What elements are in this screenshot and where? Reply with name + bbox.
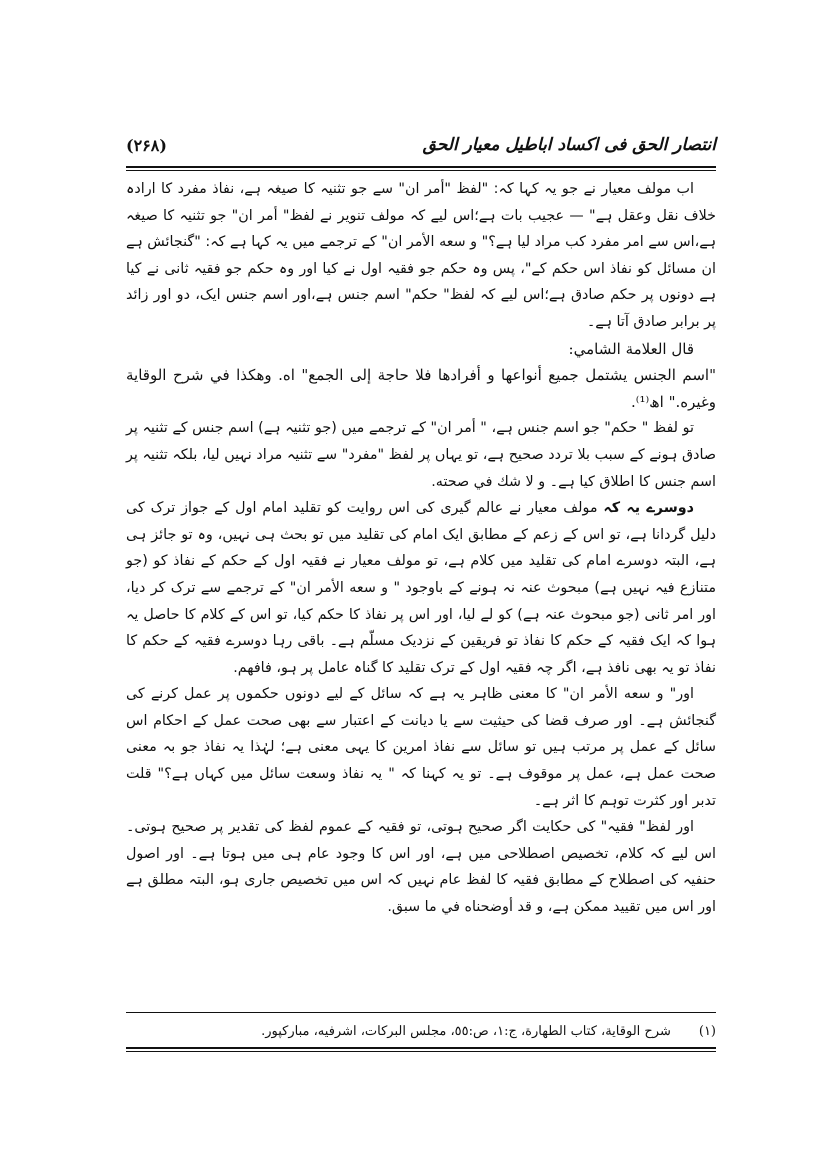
book-title: انتصار الحق فی اکساد اباطیل معیار الحق <box>422 135 716 155</box>
footer-rule-thin <box>126 1051 716 1052</box>
footnote-marker: (١) <box>698 1024 716 1039</box>
body-text <box>126 176 716 921</box>
paragraph-1: اب مولف معیار نے جو یہ کہا کہ: "لفظ "أمر ان" سے جو تثنیہ کا صیغہ ہے، نفاذ مفرد کا ارادہ خلاف نقل وعقل ہے" — عجیب بات ہے؛اس لیے کہ مولف تنویر نے لفظ" أمر ان" جو تثنیہ کا صیغہ ہے،اس سے امر مفرد کب مراد لیا ہے؟" و سعه الأمر ان" کے ترجمے میں یہ کہا ہے کہ: "گنجائش ہے ان مسائل کو نفاذ اس حکم کے"، پس وہ حکم جو فقیہ اول نے کیا اور وہ حکم جو فقیہ ثانی نے کیا ہے دونوں پر حکم صادق ہے؛اس لیے کہ لفظ" حکم" اسم جنس ہے،اور اسم جنس ایک، دو اور زائد پر برابر صادق آتا ہے۔ <box>126 181 716 330</box>
paragraph-2: تو لفظ " حکم" جو اسم جنس ہے، " أمر ان" کے ترجمے میں (جو تثنیہ ہے) اسم جنس کے تثنیہ پر صادق ہونے کے سبب بلا تردد صحیح ہے، تو یہاں پر لفظ "مفرد" سے تثنیہ مراد نہیں لیا، بلکہ تثنیہ پر اسم جنس کا اطلاق کیا ہے۔ و لا شك في صحته. <box>126 420 716 490</box>
arabic-quote: "اسم الجنس يشتمل جميع أنواعها و أفرادها فلا حاجة إلى الجمع" اه. وهكذا في شرح الوقاية وغيره." اھ⁽¹⁾. <box>126 366 716 411</box>
header-rule-thick <box>126 166 716 168</box>
footnote <box>126 1021 716 1043</box>
paragraph-4: اور" و سعه الأمر ان" کا معنی ظاہر یہ ہے کہ سائل کے لیے دونوں حکموں پر عمل کرنے کی گنجائش ہے۔ اور صرف قضا کی حیثیت سے یا دیانت کے اعتبار سے بھی صحت عمل کے احکام اس سائل کے عمل پر مرتب ہیں تو سائل سے نفاذ امرین کا یہی معنی ہے؛ لہٰذا یہ نفاذ جو بہ معنی صحت عمل ہے، عمل پر موقوف ہے۔ تو یہ کہنا کہ " یہ نفاذ وسعت سائل میں کہاں ہے؟" قلت تدبر اور کثرت توہم کا اثر ہے۔ <box>126 686 716 809</box>
paragraph-3-lead: دوسرے یہ کہ <box>603 500 694 517</box>
paragraph-3 <box>126 495 716 681</box>
page-number: (۲۶۸) <box>126 135 167 155</box>
header-rule-thin <box>126 170 716 171</box>
quote-intro: قال العلامة الشامي: <box>568 339 694 358</box>
paragraph-3-text: مولف معیار نے عالم گیری کی اس روایت کو تقلید امام اول کے جواز ترک کی دلیل گردانا ہے، تو اس کے زعم کے مطابق ایک امام کی تقلید میں تو بحث ہی نہیں، وہ تو جائز ہی ہے، البتہ دوسرے امام کی تقلید میں کلام ہے، تو مولف معیار نے فقیہ اول کے حکم کے نفاذ کو (جو متنازع فیہ نہیں ہے) مبحوث عنہ نہ ہونے کے باوجود " و سعه الأمر ان" کے ترجمے سے ترک کر دیا، اور امر ثانی (جو مبحوث عنہ ہے) کو لے لیا، اور اس پر نفاذ کا حکم کیا، تو اس کے کلام کا حاصل یہ ہوا کہ ایک فقیہ کے حکم کا نفاذ تو فریقین کے نزدیک مسلّم ہے۔ باقی رہا دوسرے فقیہ کے حکم کا نفاذ تو یہ بھی نافذ ہے، اگر چہ فقیہ اول کے ترک تقلید کا گناہ عامل پر ہو، فافهم. <box>126 500 716 676</box>
footnote-text: شرح الوقاية، كتاب الطهارة، ج:١، ص:٥٥، مجلس البركات، اشرفيه، مباركپور. <box>261 1024 671 1039</box>
footer-rule-thick <box>126 1047 716 1049</box>
paragraph-5: اور لفظ" فقیہ" کی حکایت اگر صحیح ہوتی، تو فقیہ کے عموم لفظ کی تقدیر پر صحیح ہوتی۔ اس لیے کہ کلام، تخصیص اصطلاحی میں ہے، اور اس کا وجود عام ہی میں ہوتا ہے۔ اور اصول حنفیہ کی اصطلاح کے مطابق فقیہ کا لفظ عام نہیں کہ اس میں تخصیص جاری ہو، البتہ مطلق ہے اور اس میں تقیید ممکن ہے، و قد أوضحناه في ما سبق. <box>126 819 716 916</box>
page-header <box>126 125 716 165</box>
footnote-rule <box>126 1012 716 1013</box>
